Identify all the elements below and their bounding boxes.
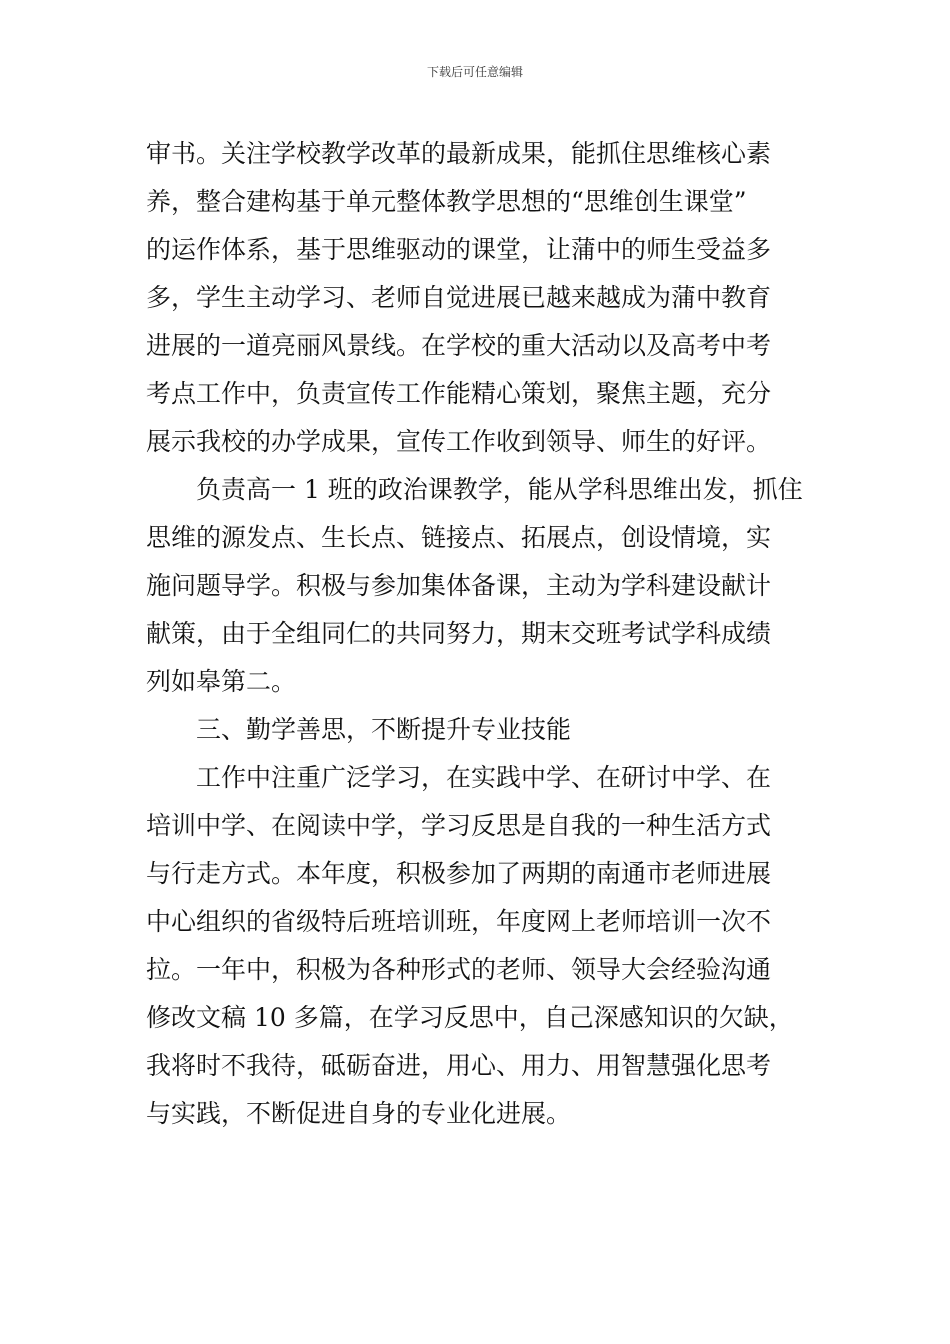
- text-line: 献策，由于全组同仁的共同努力，期末交班考试学科成绩: [146, 619, 772, 648]
- text-line: 多，学生主动学习、老师自觉进展已越来越成为蒲中教育: [146, 283, 772, 312]
- paragraph-first-line: 负责高一 1 班的政治课教学，能从学科思维出发，抓住: [196, 475, 803, 504]
- text-line: 的运作体系，基于思维驱动的课堂，让蒲中的师生受益多: [146, 235, 772, 264]
- text-line: 展示我校的办学成果，宣传工作收到领导、师生的好评。: [146, 427, 772, 456]
- text-line: 思维的源发点、生长点、链接点、拓展点，创设情境，实: [146, 523, 772, 552]
- text-line: 中心组织的省级特后班培训班，年度网上老师培训一次不: [146, 907, 772, 936]
- page-header: 下载后可任意编辑: [426, 65, 523, 79]
- text-line: 与行走方式。本年度，积极参加了两期的南通市老师进展: [146, 859, 772, 888]
- text-line: 培训中学、在阅读中学，学习反思是自我的一种生活方式: [146, 811, 772, 840]
- text-line: 拉。一年中，积极为各种形式的老师、领导大会经验沟通: [146, 955, 772, 984]
- paragraph-first-line: 工作中注重广泛学习，在实践中学、在研讨中学、在: [196, 763, 772, 792]
- text-line: 与实践，不断促进自身的专业化进展。: [146, 1099, 572, 1128]
- text-line: 修改文稿 10 多篇，在学习反思中，自己深感知识的欠缺，: [146, 1003, 794, 1032]
- text-line: 审书。关注学校教学改革的最新成果，能抓住思维核心素: [146, 139, 772, 168]
- document-body: [146, 130, 808, 1138]
- text-line: 施问题导学。积极与参加集体备课，主动为学科建设献计: [146, 571, 772, 600]
- section-heading: 三、勤学善思，不断提升专业技能: [196, 715, 572, 744]
- text-line: 养，整合建构基于单元整体教学思想的“思维创生课堂”: [146, 187, 747, 216]
- text-line: 我将时不我待，砥砺奋进，用心、用力、用智慧强化思考: [146, 1051, 772, 1080]
- text-line: 进展的一道亮丽风景线。在学校的重大活动以及高考中考: [146, 331, 772, 360]
- text-line: 考点工作中，负责宣传工作能精心策划，聚焦主题，充分: [146, 379, 772, 408]
- text-line: 列如皋第二。: [146, 667, 297, 696]
